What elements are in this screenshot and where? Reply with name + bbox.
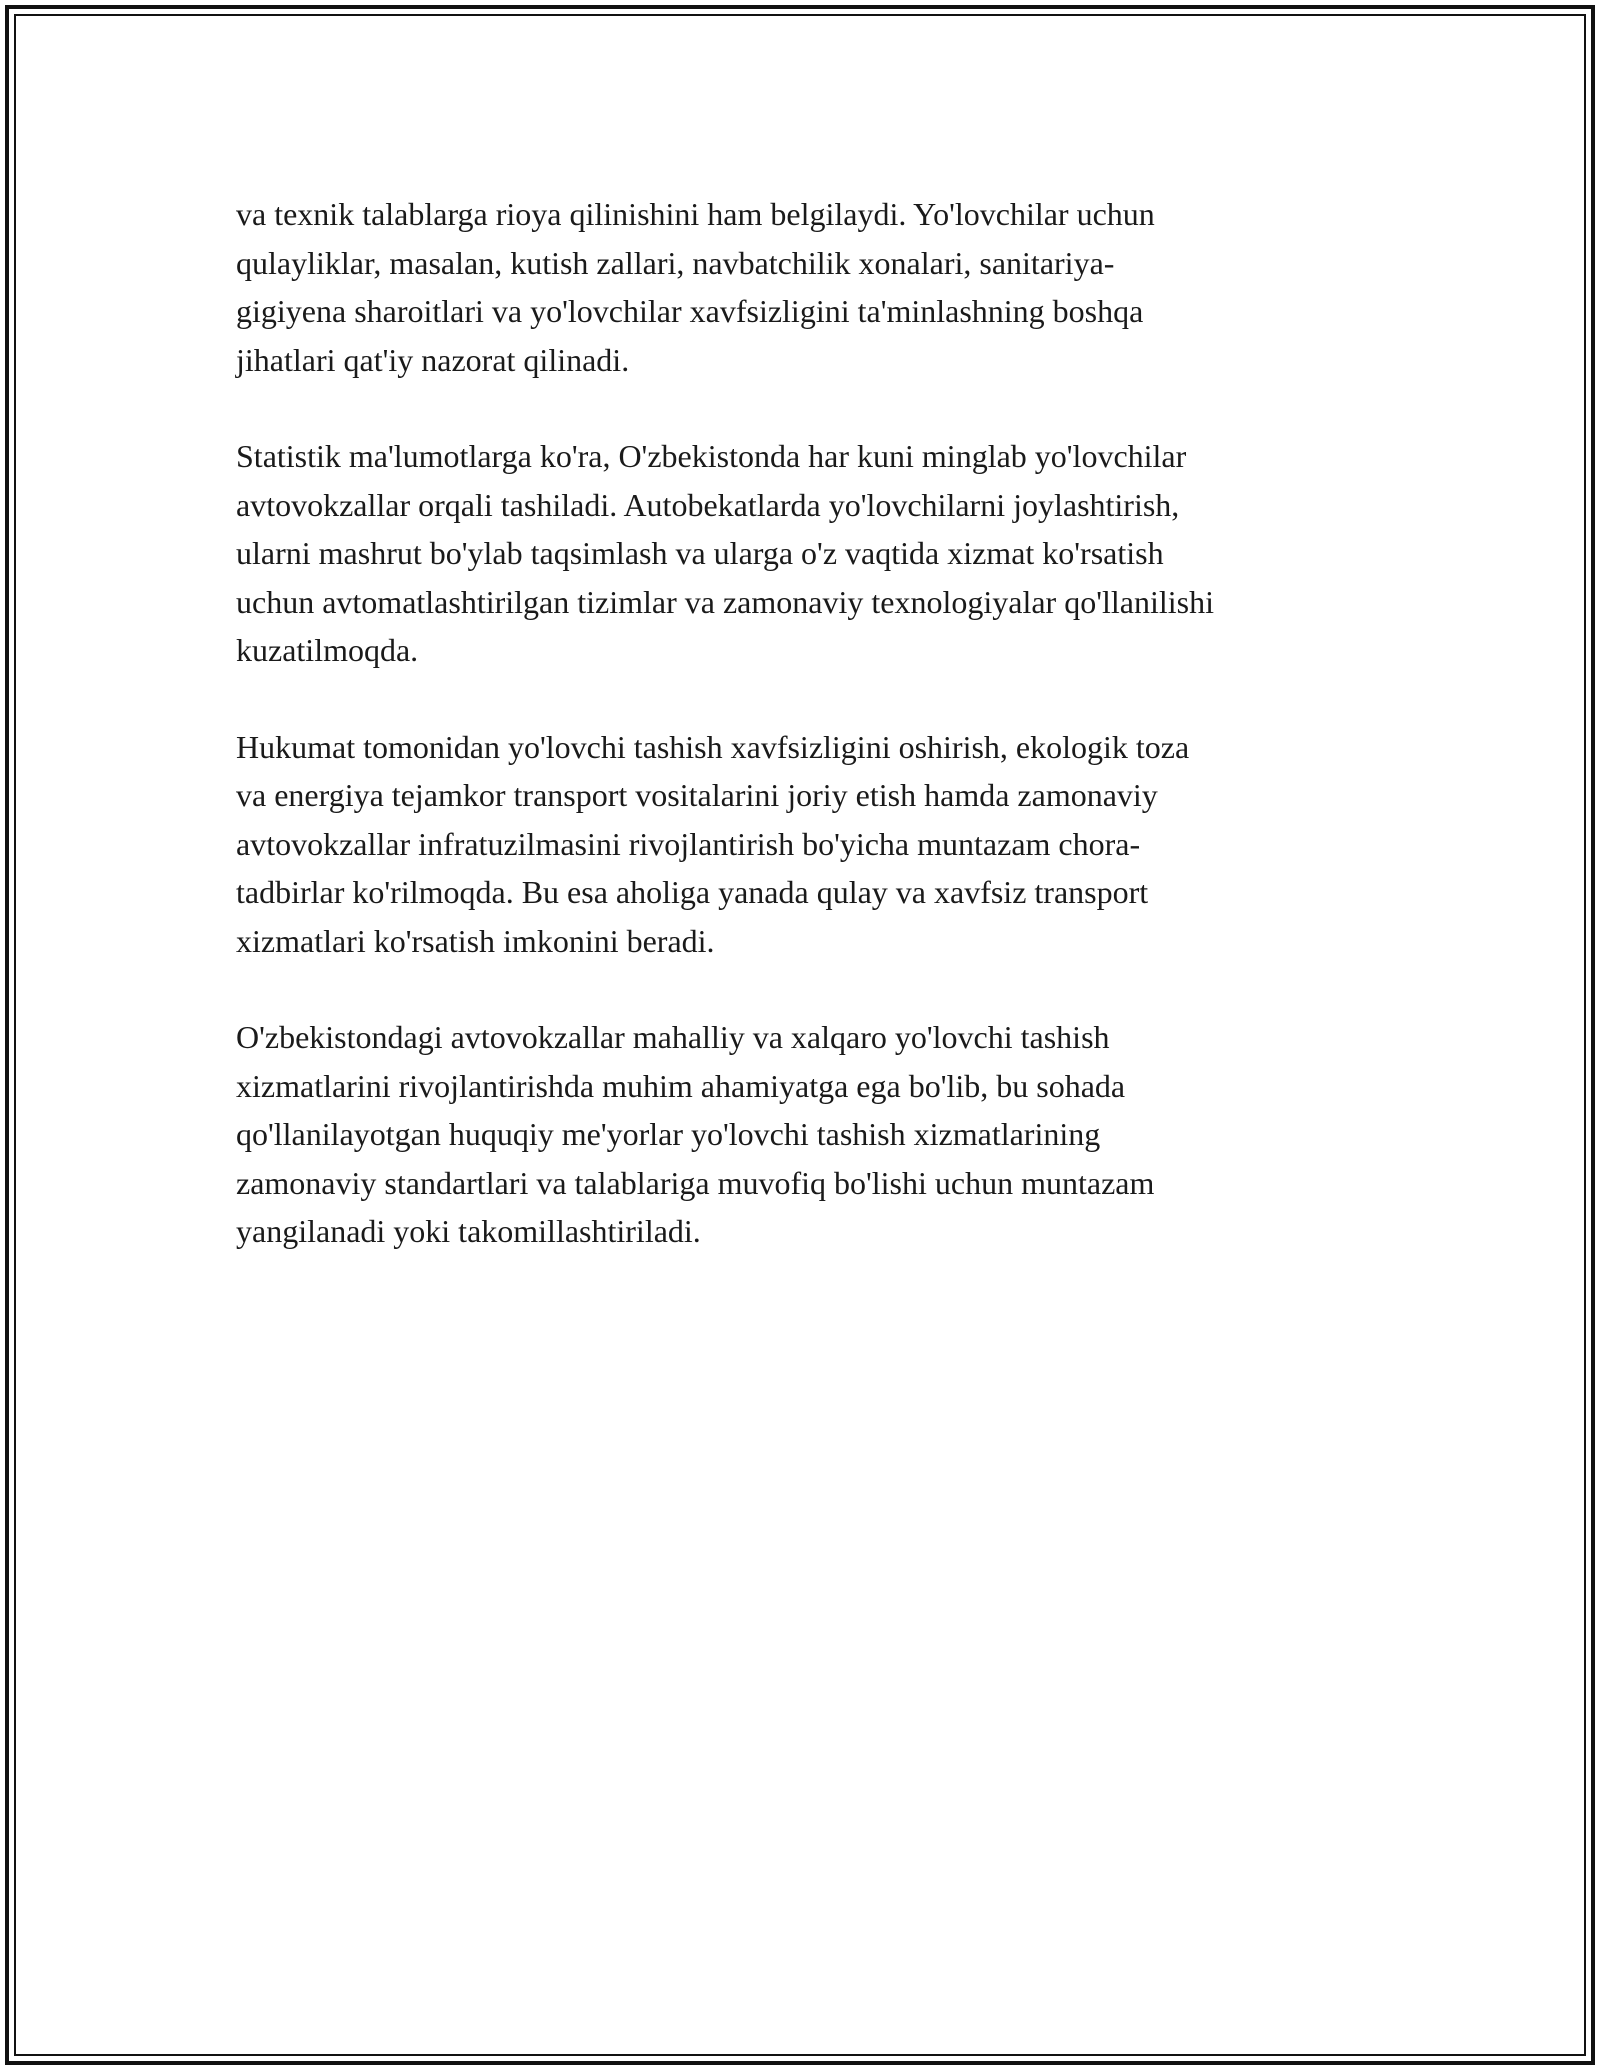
text-line: gigiyena sharoitlari va yo'lovchilar xavfsizligini ta'minlashning boshqa: [236, 293, 1144, 329]
text-line: O'zbekistondagi avtovokzallar mahalliy va xalqaro yo'lovchi tashish: [236, 1019, 1110, 1055]
text-line: Statistik ma'lumotlarga ko'ra, O'zbekistonda har kuni minglab yo'lovchilar: [236, 438, 1187, 474]
text-line: ularni mashrut bo'ylab taqsimlash va ularga o'z vaqtida xizmat ko'rsatish: [236, 535, 1164, 571]
text-line: qo'llanilayotgan huquqiy me'yorlar yo'lovchi tashish xizmatlarining: [236, 1116, 1101, 1152]
text-line: zamonaviy standartlari va talablariga muvofiq bo'lishi uchun muntazam: [236, 1164, 1155, 1201]
text-line: xizmatlarini rivojlantirishda muhim ahamiyatga ega bo'lib, bu sohada: [236, 1067, 1126, 1104]
paragraph-2: [236, 432, 1386, 675]
text-line: Hukumat tomonidan yo'lovchi tashish xavfsizligini oshirish, ekologik toza: [236, 728, 1190, 765]
text-line: tadbirlar ko'rilmoqda. Bu esa aholiga yanada qulay va xavfsiz transport: [236, 874, 1149, 910]
text-line: avtovokzallar orqali tashiladi. Autobekatlarda yo'lovchilarni joylashtirish,: [236, 486, 1180, 523]
paragraph-4: [236, 1013, 1386, 1256]
text-line: va texnik talablarga rioya qilinishini ham belgilaydi. Yo'lovchilar uchun: [236, 196, 1155, 232]
paragraph-1: [236, 190, 1386, 384]
text-line: uchun avtomatlashtirilgan tizimlar va zamonaviy texnologiyalar qo'llanilishi: [236, 583, 1214, 620]
paragraph-3: [236, 723, 1386, 966]
text-line: va energiya tejamkor transport vositalarini joriy etish hamda zamonaviy: [236, 777, 1158, 813]
document-body: [236, 190, 1386, 1304]
text-line: qulayliklar, masalan, kutish zallari, navbatchilik xonalari, sanitariya-: [236, 244, 1115, 281]
text-line: xizmatlari ko'rsatish imkonini beradi.: [236, 922, 715, 959]
text-line: avtovokzallar infratuzilmasini rivojlantirish bo'yicha muntazam chora-: [236, 825, 1141, 862]
text-line: jihatlari qat'iy nazorat qilinadi.: [236, 341, 630, 378]
text-line: kuzatilmoqda.: [236, 632, 419, 668]
text-line: yangilanadi yoki takomillashtiriladi.: [236, 1213, 701, 1249]
